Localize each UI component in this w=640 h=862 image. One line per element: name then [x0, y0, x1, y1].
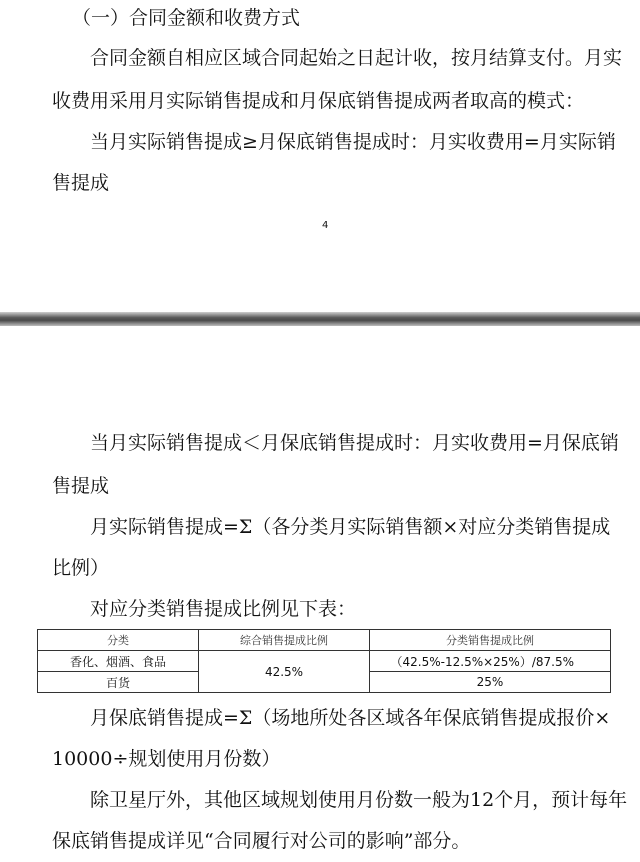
paragraph-line: 比例）: [52, 557, 110, 579]
table-header-row: [38, 630, 611, 651]
table-header: 综合销售提成比例: [199, 630, 370, 651]
paragraph-line: 当月实际销售提成≥月保底销售提成时：月实收费用=月实际销: [90, 131, 616, 153]
page-separator: [0, 312, 640, 326]
commission-ratio-table: [37, 629, 611, 693]
table-cell-category: 香化、烟酒、食品: [38, 651, 199, 672]
paragraph-line: 售提成: [52, 172, 110, 194]
paragraph-line: 收费用采用月实际销售提成和月保底销售提成两者取高的模式：: [52, 90, 585, 112]
paragraph-line: 对应分类销售提成比例见下表：: [90, 598, 357, 620]
paragraph-line: 保底销售提成详见“合同履行对公司的影响”部分。: [52, 830, 471, 852]
table-header: 分类: [38, 630, 199, 651]
paragraph-line: 当月实际销售提成＜月保底销售提成时：月实收费用=月保底销: [90, 432, 619, 454]
paragraph-line: 售提成: [52, 475, 110, 497]
paragraph-line: 除卫星厅外，其他区域规划使用月份数一般为12个月，预计每年: [90, 789, 628, 811]
paragraph-line: 10000÷规划使用月份数）: [52, 748, 281, 770]
page-number: 4: [322, 220, 329, 231]
table-header: 分类销售提成比例: [370, 630, 611, 651]
section-heading: （一）合同金额和收费方式: [72, 7, 301, 29]
table-cell-combined-ratio: 42.5%: [199, 651, 370, 693]
paragraph-line: 月实际销售提成=Σ（各分类月实际销售额×对应分类销售提成: [90, 516, 611, 538]
table-cell-category: 百货: [38, 672, 199, 693]
paragraph-line: 合同金额自相应区域合同起始之日起计收，按月结算支付。月实: [90, 47, 623, 69]
table-cell-category-ratio: 25%: [370, 672, 611, 693]
paragraph-line: 月保底销售提成=Σ（场地所处各区域各年保底销售提成报价×: [90, 707, 611, 729]
table-row: [38, 651, 611, 672]
table-cell-category-ratio: （42.5%-12.5%×25%）/87.5%: [370, 651, 611, 672]
